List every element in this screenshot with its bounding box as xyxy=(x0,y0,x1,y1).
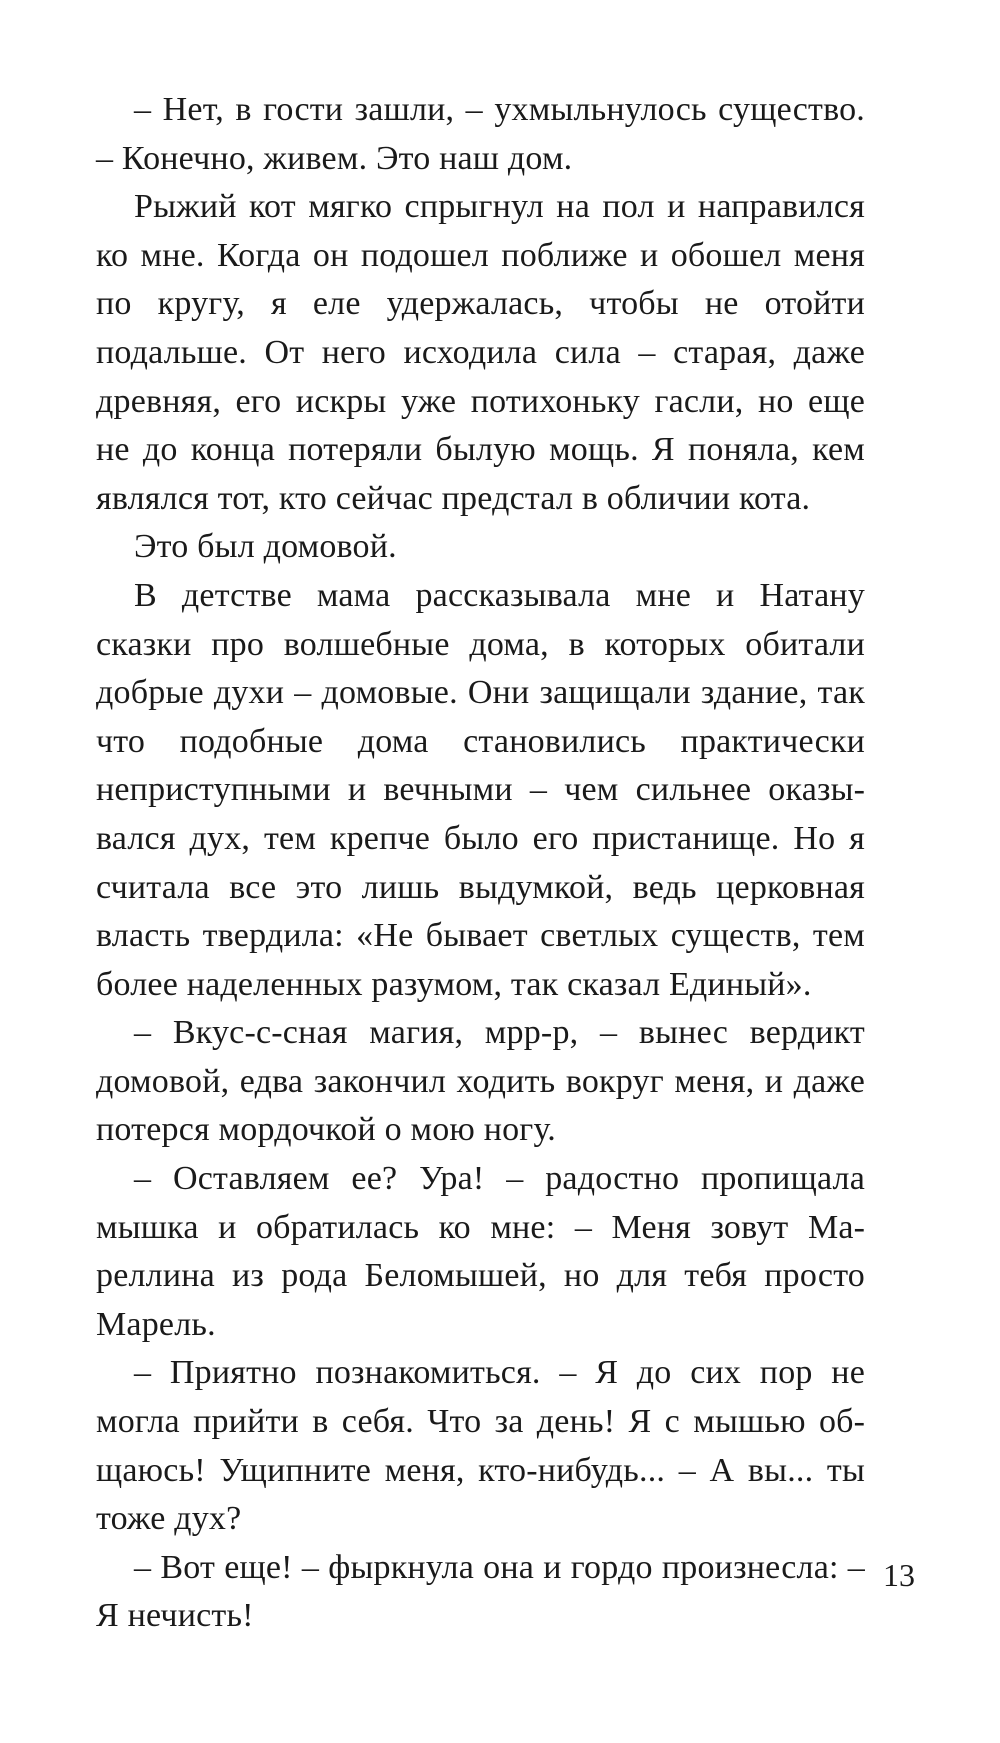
paragraph: – Вот еще! – фыркнула она и гордо произнесла: – Я нечисть! xyxy=(96,1548,865,1635)
paragraph: – Оставляем ее? Ура! – радостно пропищала мышка и обратилась ко мне: – Меня зовут Мареллина из рода Беломышей, но для тебя просто Марель. xyxy=(96,1160,865,1343)
paragraph: Рыжий кот мягко спрыгнул на пол и направился ко мне. Когда он подошел поближе и обошел меня по кругу, я еле удержалась, чтобы не отойти подальше. От него исходила сила – старая, даже древняя, его искры уже потихоньку гасли, но еще не до конца потеряли былую мощь. Я поняла, кем являлся тот, кто сейчас предстал в обличии кота. xyxy=(96,188,865,517)
paragraph: – Приятно познакомиться. – Я до сих пор не могла прийти в себя. Что за день! Я с мышью общаюсь! Ущипните меня, кто-нибудь... – А вы... ты тоже дух? xyxy=(96,1354,865,1538)
paragraph: – Вкус-с-сная магия, мрр-р, – вынес вердикт домовой, едва закончил ходить вокруг меня, и даже потерся мордочкой о мою ногу. xyxy=(96,1014,865,1149)
paragraph: Это был домовой. xyxy=(134,528,397,566)
page-number: 13 xyxy=(883,1557,915,1593)
body-text xyxy=(96,86,865,1641)
paragraph: – Нет, в гости зашли, – ухмыльнулось существо. – Конечно, живем. Это наш дом. xyxy=(96,91,865,177)
paragraph: В детстве мама рассказывала мне и Натану сказки про волшебные дома, в которых обитали добрые духи – домовые. Они защищали здание, так что подобные дома становились практически неприступными и вечными – чем сильнее оказывался дух, тем крепче было его пристанище. Но я считала все это лишь выдумкой, ведь церковная власть твердила: «Не бывает светлых существ, тем более наделенных разумом, так сказал Единый». xyxy=(96,576,865,1003)
